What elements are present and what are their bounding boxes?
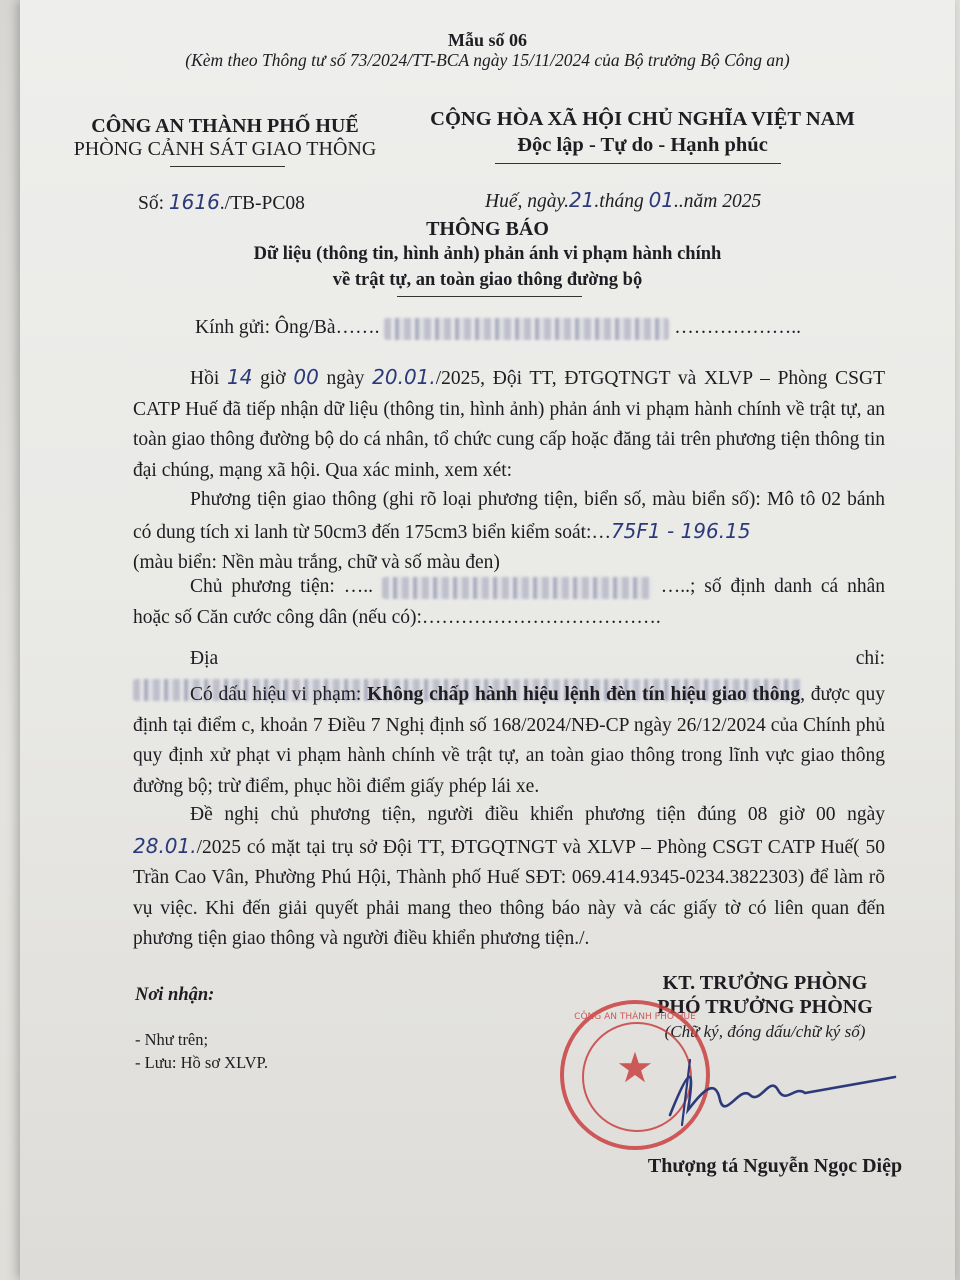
p1-date: 20.01. [372, 365, 436, 389]
date-month-label: .tháng [594, 191, 644, 212]
greeting [195, 317, 801, 340]
p1-text-b: giờ [260, 368, 286, 389]
date-year-label: ..năm 2025 [674, 191, 762, 212]
p5-text-a: Có dấu hiệu vi phạm: [190, 684, 362, 705]
p1-minute: 00 [293, 365, 319, 389]
p2-text-b: (màu biển: Nền màu trắng, chữ và số màu đen) [133, 552, 500, 573]
notice-subtitle-2: về trật tự, an toàn giao thông đường bộ [332, 270, 643, 290]
p1-text-a: Hồi [190, 368, 220, 389]
title-underline [397, 296, 582, 297]
agency-underline [170, 166, 285, 167]
p1-text-d: /2025, Đội TT, ĐTGQTNGT và XLVP – Phòng CSGT CATP Huế đã tiếp nhận dữ liệu (thông tin, hình ảnh) phản ánh vi phạm hành chính về trật tự, an toàn giao thông đường bộ do cá nhân, tổ chức cung cấp hoặc đăng tải trên phương tiện thông tin đại chúng, mạng xã hội. Qua xác minh, xem xét: [133, 368, 885, 481]
recipients-title: Nơi nhận: [135, 985, 215, 1005]
doc-number-suffix: ./TB-PC08 [219, 193, 305, 214]
doc-number-value: 1616 [168, 190, 220, 214]
date-day: 21 [568, 188, 595, 212]
form-note: (Kèm theo Thông tư số 73/2024/TT-BCA ngày 15/11/2024 của Bộ trưởng Bộ Công an) [185, 50, 790, 70]
greeting-trail: ……………….. [674, 317, 801, 338]
paragraph-owner [133, 572, 885, 633]
violation-description: Không chấp hành hiệu lệnh đèn tín hiệu giao thông [367, 684, 801, 705]
p5-text-b: , được quy định tại điểm c, khoản 7 Điều 7 Nghị định số 168/2024/NĐ-CP ngày 26/12/2024 của Chính phủ quy định xử phạt vi phạm hành chính về trật tự, an toàn giao thông trong lĩnh vực giao thông đường bộ; trừ điểm, phục hồi điểm giấy phép lái xe. [133, 684, 885, 797]
document-number [138, 190, 305, 215]
p6-date: 28.01. [133, 833, 197, 858]
signature-title-1: KT. TRƯỞNG PHÒNG [662, 972, 868, 994]
license-plate: 75F1 - 196.15 [610, 518, 751, 543]
seal-text: CÔNG AN THÀNH PHỐ HUẾ [574, 1012, 696, 1022]
handwritten-signature [660, 1055, 910, 1135]
signature-title-2: PHÓ TRƯỞNG PHÒNG [657, 996, 873, 1018]
greeting-label: Kính gửi: Ông/Bà……. [195, 317, 380, 338]
p4-text-a: Địa chỉ: [190, 648, 885, 669]
notice-subtitle-1: Dữ liệu (thông tin, hình ảnh) phản ánh vi phạm hành chính [253, 244, 722, 264]
p2-text-a: Phương tiện giao thông (ghi rõ loại phương tiện, biển số, màu biển số): Mô tô 02 bánh có dung tích xi lanh từ 50cm3 đến 175cm3 biển kiểm soát:… [133, 489, 885, 543]
nation-motto: Độc lập - Tự do - Hạnh phúc [517, 134, 768, 156]
recipient-item: - Như trên; [135, 1030, 209, 1049]
p1-text-c: ngày [326, 368, 365, 389]
p6-text-b: /2025 có mặt tại trụ sở Đội TT, ĐTGQTNGT và XLVP – Phòng CSGT CATP Huế( 50 Trần Cao Vân, Phường Phú Hội, Thành phố Huế SĐT: 069.414.9345-0234.3822303) để làm rõ vụ việc. Khi đến giải quyết phải mang theo thông báo này và các giấy tờ có liên quan đến phương tiện giao thông và người điều khiển phương tiện./. [133, 836, 885, 949]
place-date-prefix: Huế, ngày. [485, 191, 569, 212]
nation-name: CỘNG HÒA XÃ HỘI CHỦ NGHĨA VIỆT NAM [430, 108, 855, 130]
signature-note: (Chữ ký, đóng dấu/chữ ký số) [664, 1022, 866, 1041]
doc-number-prefix: Số: [138, 193, 165, 214]
document-page [20, 0, 955, 1280]
paragraph-request [133, 800, 885, 955]
redacted-name [384, 318, 669, 340]
form-number: Mẫu số 06 [447, 30, 527, 50]
star-icon: ★ [616, 1046, 654, 1092]
notice-title: THÔNG BÁO [426, 218, 549, 240]
motto-underline [495, 163, 781, 164]
signer-name: Thượng tá Nguyễn Ngọc Diệp [647, 1155, 903, 1177]
paragraph-received [133, 362, 885, 486]
agency-department: PHÒNG CẢNH SÁT GIAO THÔNG [73, 138, 377, 160]
paragraph-violation [133, 680, 885, 802]
redacted-owner [382, 577, 652, 599]
agency-name: CÔNG AN THÀNH PHỐ HUẾ [91, 115, 359, 137]
date-month: 01 [648, 188, 675, 212]
p1-hour: 14 [226, 365, 253, 389]
recipient-item: - Lưu: Hồ sơ XLVP. [135, 1053, 269, 1072]
paragraph-vehicle [133, 485, 885, 579]
place-date [485, 188, 761, 213]
p3-text-b: …..; số định danh cá nhân hoặc số Căn cước công dân (nếu có):………………………………. [133, 576, 885, 628]
p6-text-a: Đề nghị chủ phương tiện, người điều khiển phương tiện đúng 08 giờ 00 ngày [190, 804, 885, 825]
p3-text-a: Chủ phương tiện: ….. [190, 576, 373, 597]
